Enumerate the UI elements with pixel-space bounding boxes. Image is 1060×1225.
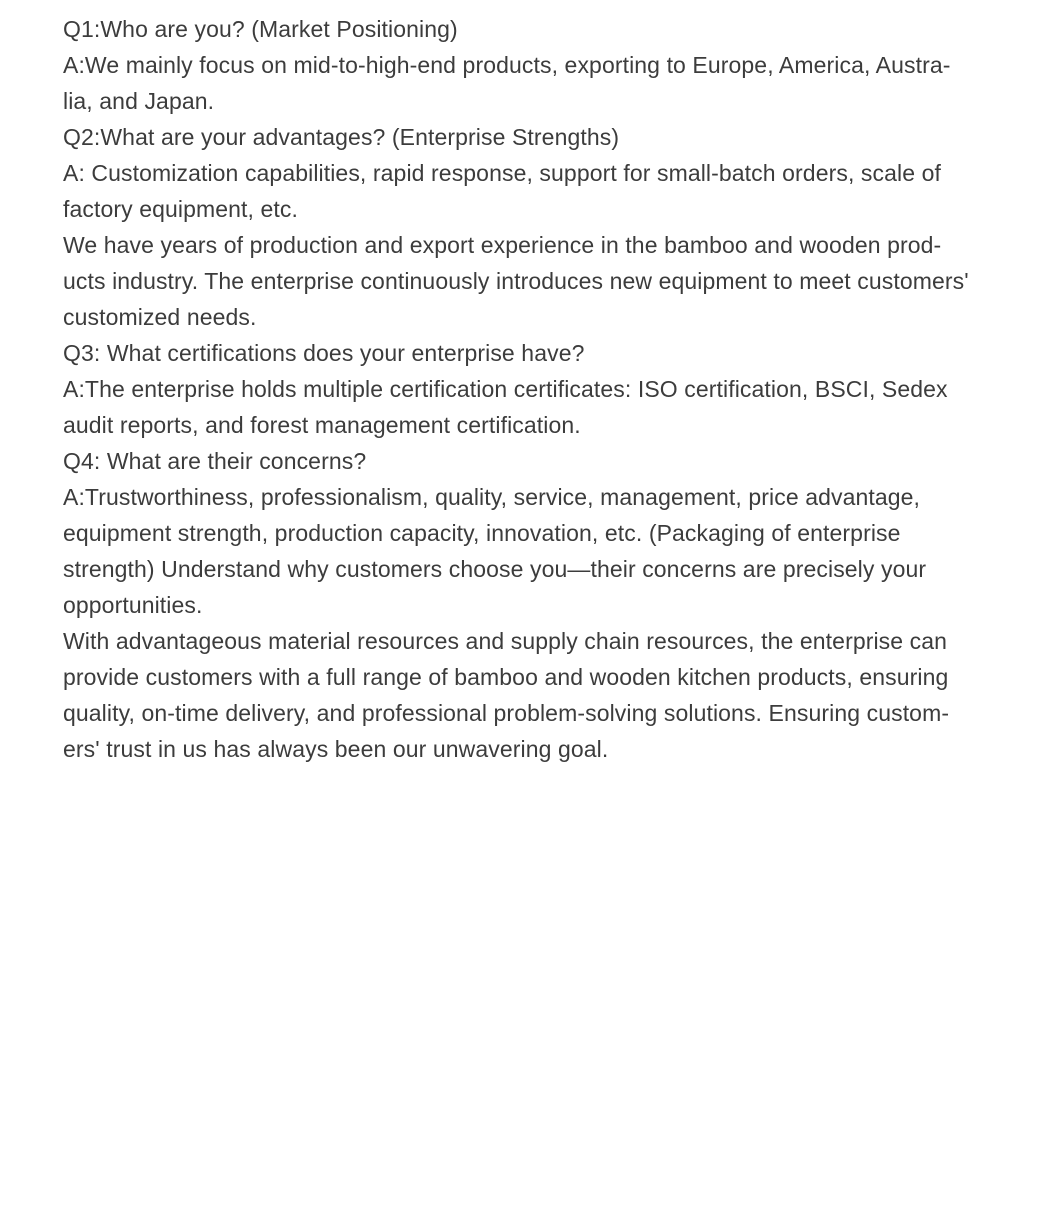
faq-block-answer xyxy=(63,371,1000,443)
faq-block-question xyxy=(63,119,1000,155)
text-line: We have years of production and export experience in the bamboo and wooden prod- xyxy=(63,232,942,258)
text-line: A: Customization capabilities, rapid response, support for small-batch orders, scale of xyxy=(63,160,941,186)
text-line: A:The enterprise holds multiple certification certificates: ISO certification, BSCI, Sedex xyxy=(63,376,948,402)
text-line: A:Trustworthiness, professionalism, quality, service, management, price advantage, xyxy=(63,484,921,510)
text-line: equipment strength, production capacity, innovation, etc. (Packaging of enterprise xyxy=(63,520,901,546)
faq-block-answer xyxy=(63,479,1000,623)
faq-block-paragraph xyxy=(63,227,1000,335)
text-line: quality, on-time delivery, and professional problem-solving solutions. Ensuring custom- xyxy=(63,700,950,726)
text-line: opportunities. xyxy=(63,592,203,618)
text-line: lia, and Japan. xyxy=(63,88,215,114)
text-line: factory equipment, etc. xyxy=(63,196,298,222)
faq-block-question xyxy=(63,11,1000,47)
text-line: audit reports, and forest management certification. xyxy=(63,412,581,438)
text-line: Q1:Who are you? (Market Positioning) xyxy=(63,16,458,42)
text-line: Q4: What are their concerns? xyxy=(63,448,367,474)
faq-block-question xyxy=(63,443,1000,479)
faq-block-answer xyxy=(63,155,1000,227)
text-line: ucts industry. The enterprise continuously introduces new equipment to meet customers' xyxy=(63,268,969,294)
text-line: strength) Understand why customers choose you—their concerns are precisely your xyxy=(63,556,927,582)
text-line: customized needs. xyxy=(63,304,257,330)
text-line: ers' trust in us has always been our unwavering goal. xyxy=(63,736,609,762)
faq-block-paragraph xyxy=(63,623,1000,767)
text-line: Q3: What certifications does your enterprise have? xyxy=(63,340,585,366)
faq-block-question xyxy=(63,335,1000,371)
text-line: With advantageous material resources and supply chain resources, the enterprise can xyxy=(63,628,948,654)
text-line: Q2:What are your advantages? (Enterprise Strengths) xyxy=(63,124,620,150)
text-line: A:We mainly focus on mid-to-high-end products, exporting to Europe, America, Austra- xyxy=(63,52,951,78)
text-line: provide customers with a full range of bamboo and wooden kitchen products, ensuring xyxy=(63,664,949,690)
faq-block-answer xyxy=(63,47,1000,119)
